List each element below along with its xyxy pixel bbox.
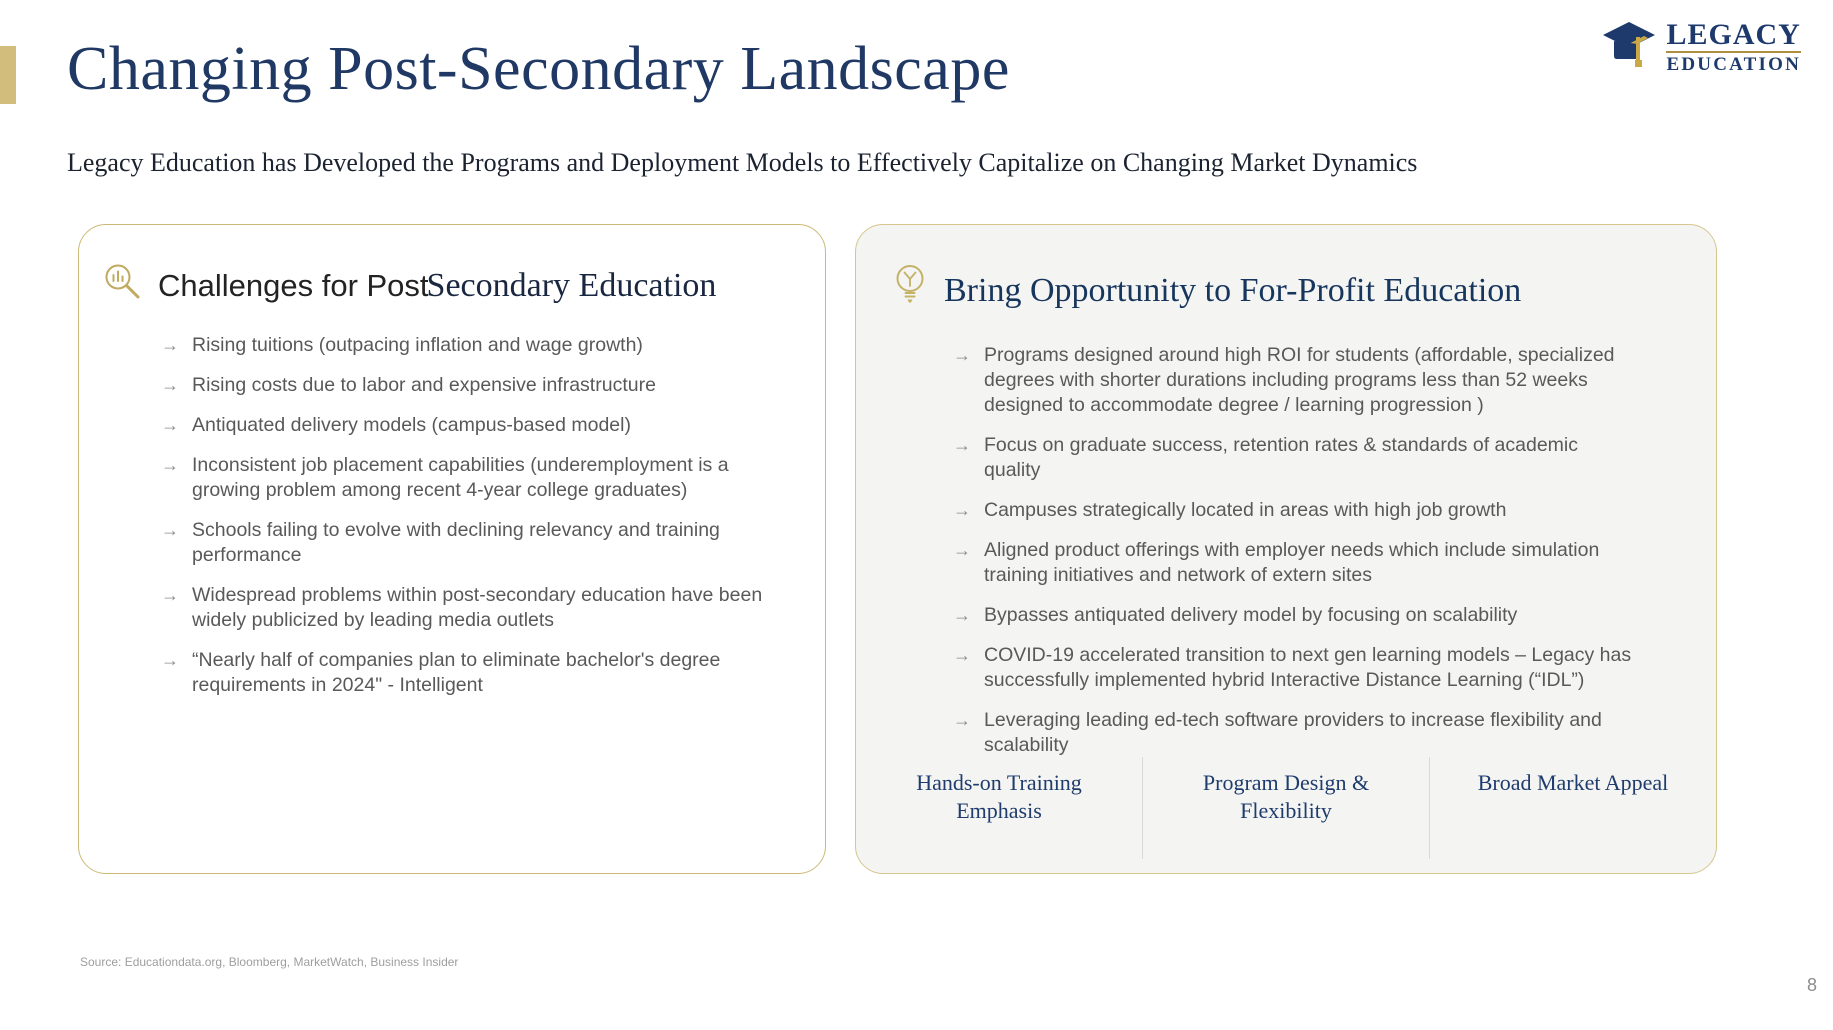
challenges-panel-header — [103, 263, 825, 308]
list-item — [856, 603, 1716, 628]
bullet-text: Inconsistent job placement capabilities (underemployment is a growing problem among recent 4-year college graduates) — [192, 454, 729, 501]
list-item — [79, 373, 825, 398]
arrow-bullet-icon: → — [161, 375, 179, 395]
list-item — [79, 333, 825, 358]
list-item — [79, 648, 825, 698]
arrow-bullet-icon: → — [953, 645, 971, 665]
bullet-text: Programs designed around high ROI for students (affordable, specialized degrees with shorter durations including programs less than 52 weeks designed to accommodate degree / learning progression ) — [984, 344, 1615, 416]
list-item — [79, 518, 825, 568]
opportunity-bullet-list — [856, 343, 1716, 758]
list-item — [856, 343, 1716, 418]
logo-text — [1666, 20, 1801, 75]
list-item — [856, 643, 1716, 693]
lightbulb-icon — [892, 263, 929, 318]
arrow-bullet-icon: → — [953, 345, 971, 365]
footer-col-broad-market — [1429, 757, 1716, 859]
arrow-bullet-icon: → — [161, 455, 179, 475]
bullet-text: Rising costs due to labor and expensive infrastructure — [192, 374, 656, 396]
list-item — [79, 583, 825, 633]
arrow-bullet-icon: → — [953, 710, 971, 730]
opportunity-title: Bring Opportunity to For-Profit Education — [944, 271, 1522, 309]
challenges-bullet-list — [79, 333, 825, 698]
bullet-text: Antiquated delivery models (campus-based model) — [192, 414, 631, 436]
bullet-text: COVID-19 accelerated transition to next gen learning models – Legacy has successfully implemented hybrid Interactive Distance Learning (“IDL”) — [984, 644, 1632, 691]
bullet-text: Campuses strategically located in areas with high job growth — [984, 499, 1507, 521]
bullet-text: Bypasses antiquated delivery model by focusing on scalability — [984, 604, 1518, 626]
footer-col-label: Broad Market Appeal — [1477, 770, 1669, 795]
bullet-text: Aligned product offerings with employer needs which include simulation training initiatives and network of extern sites — [984, 539, 1600, 586]
bullet-text: Focus on graduate success, retention rates & standards of academic quality — [984, 434, 1578, 481]
bullet-text: Leveraging leading ed-tech software providers to increase flexibility and scalability — [984, 709, 1602, 756]
challenges-panel — [78, 224, 826, 874]
opportunity-panel — [855, 224, 1717, 874]
arrow-bullet-icon: → — [161, 335, 179, 355]
bullet-text: Schools failing to evolve with declining relevancy and training performance — [192, 519, 720, 566]
legacy-education-logo — [1601, 20, 1801, 75]
list-item — [856, 433, 1716, 483]
opportunity-panel-header — [892, 263, 1716, 318]
title-accent-bar — [0, 46, 16, 104]
magnifier-chart-icon — [103, 263, 143, 308]
arrow-bullet-icon: → — [953, 540, 971, 560]
list-item — [856, 538, 1716, 588]
footer-col-program-design — [1142, 757, 1429, 859]
bullet-text: “Nearly half of companies plan to eliminate bachelor's degree requirements in 2024" - Intelligent — [192, 649, 721, 696]
arrow-bullet-icon: → — [953, 605, 971, 625]
footer-col-hands-on-training — [856, 757, 1142, 859]
page-title: Changing Post-Secondary Landscape — [67, 35, 1010, 103]
arrow-bullet-icon: → — [161, 520, 179, 540]
arrow-bullet-icon: → — [161, 585, 179, 605]
challenges-title-part2: Secondary Education — [426, 266, 717, 304]
graduation-cap-icon — [1601, 20, 1657, 75]
slide-subtitle: Legacy Education has Developed the Programs and Deployment Models to Effectively Capitalize on Changing Market Dynamics — [67, 148, 1418, 177]
arrow-bullet-icon: → — [161, 415, 179, 435]
logo-word-legacy: LEGACY — [1666, 18, 1801, 51]
arrow-bullet-icon: → — [953, 500, 971, 520]
arrow-bullet-icon: → — [953, 435, 971, 455]
opportunity-footer-columns — [856, 757, 1716, 859]
bullet-text: Widespread problems within post-secondary education have been widely publicized by leading media outlets — [192, 584, 763, 631]
list-item — [856, 708, 1716, 758]
footer-col-label: Program Design & Flexibility — [1202, 770, 1370, 823]
list-item — [79, 453, 825, 503]
challenges-title-part1: Challenges for Post — [158, 267, 429, 303]
logo-word-education: EDUCATION — [1666, 54, 1801, 75]
logo-gold-rule — [1666, 51, 1801, 53]
page-number: 8 — [1806, 975, 1817, 995]
source-citation: Source: Educationdata.org, Bloomberg, MarketWatch, Business Insider — [80, 955, 459, 969]
list-item — [856, 498, 1716, 523]
list-item — [79, 413, 825, 438]
arrow-bullet-icon: → — [161, 650, 179, 670]
bullet-text: Rising tuitions (outpacing inflation and wage growth) — [192, 334, 643, 356]
footer-col-label: Hands-on Training Emphasis — [916, 770, 1082, 823]
